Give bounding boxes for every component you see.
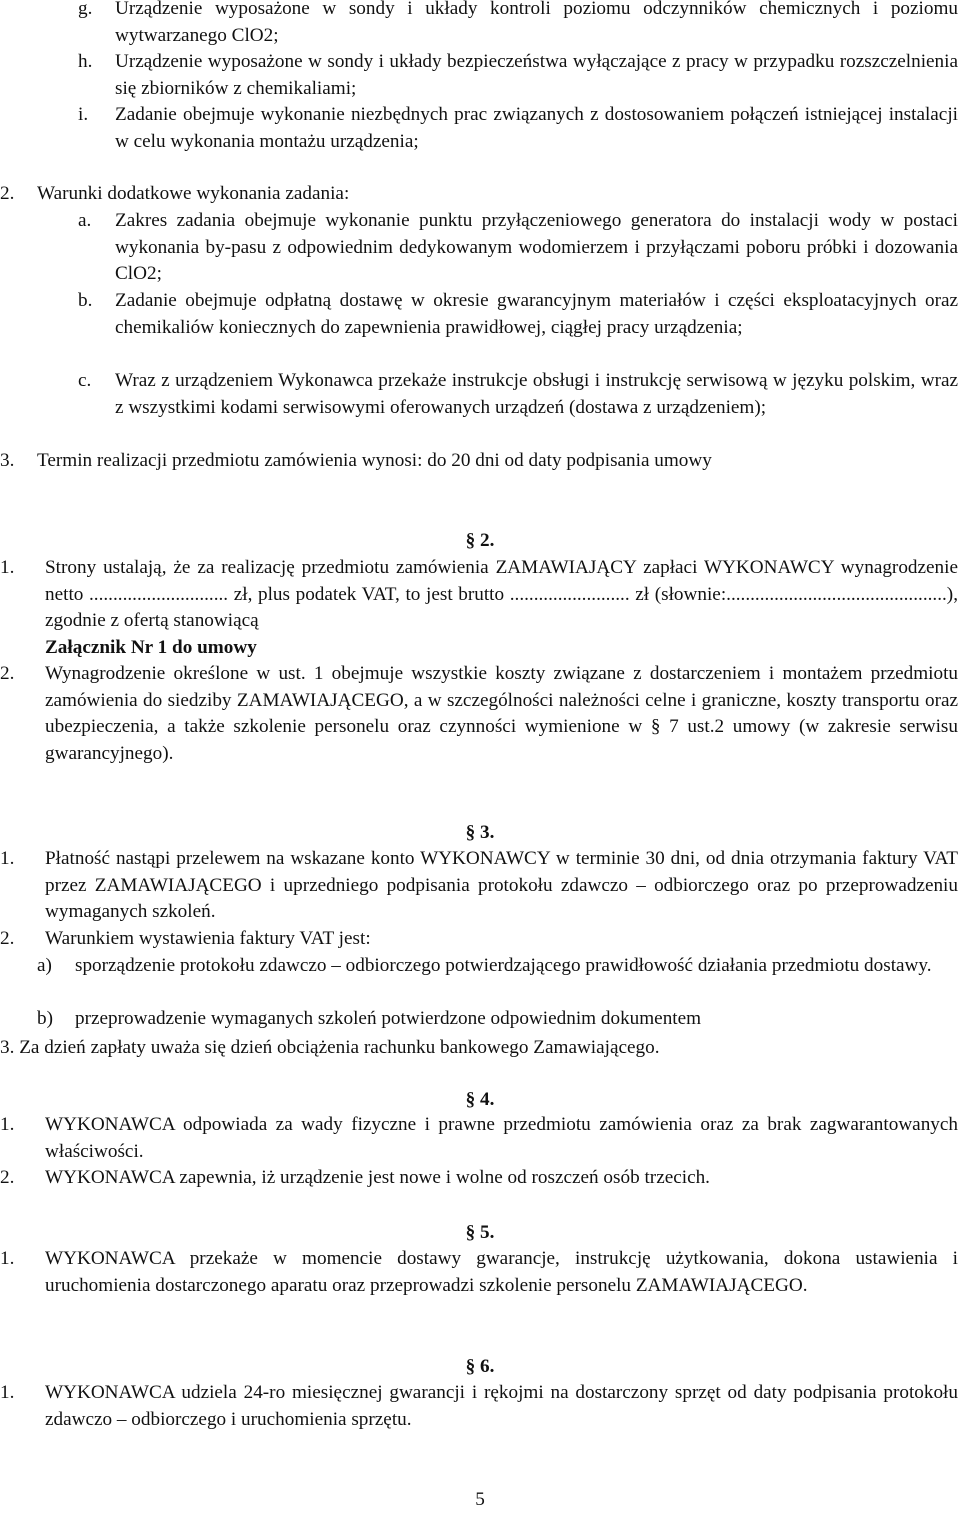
item-text: sporządzenie protokołu zdawczo – odbiorczego potwierdzającego prawidłowość działania przedmiotu dostawy. <box>75 955 932 976</box>
section-symbol: § <box>465 530 476 551</box>
item-marker: h. <box>78 51 93 72</box>
section-number: 6. <box>480 1356 495 1377</box>
list-item-a <box>78 208 958 288</box>
item-marker: a. <box>78 210 92 231</box>
annex-reference: Załącznik Nr 1 do umowy <box>45 636 257 658</box>
item-marker: 1. <box>0 1248 15 1269</box>
item-text: WYKONAWCA odpowiada za wady fizyczne i prawne przedmiotu zamówienia oraz za brak zagwarantowanych właściwości. <box>45 1114 958 1162</box>
item-text: Płatność nastąpi przelewem na wskazane konto WYKONAWCY w terminie 30 dni, od dnia otrzymania faktury VAT przez ZAMAWIAJĄCEGO i uprzedniego podpisania protokołu zdawczo – odbiorczego oraz po przeprowadzeniu wymaganych szkoleń. <box>45 848 958 922</box>
section6-item-1 <box>0 1380 958 1433</box>
item-text: WYKONAWCA udziela 24-ro miesięcznej gwarancji i rękojmi na dostarczony sprzęt od daty podpisania protokołu zdawczo – odbiorczego i uruchomienia sprzętu. <box>45 1382 958 1430</box>
item-text: przeprowadzenie wymaganych szkoleń potwierdzone odpowiednim dokumentem <box>75 1008 702 1029</box>
item-text: Urządzenie wyposażone w sondy i układy kontroli poziomu odczynników chemicznych i poziomu wytwarzanego ClO2; <box>115 0 958 46</box>
section-heading-5 <box>0 1220 960 1246</box>
item-marker: g. <box>78 0 93 19</box>
section-symbol: § <box>465 822 476 843</box>
item-text: Warunkiem wystawienia faktury VAT jest: <box>45 928 371 949</box>
item-marker: i. <box>78 104 89 125</box>
item-marker: b) <box>37 1008 53 1029</box>
page-number: 5 <box>475 1489 485 1510</box>
item-text: Wraz z urządzeniem Wykonawca przekaże instrukcje obsługi i instrukcję serwisową w języku polskim, wraz z wszystkimi kodami serwisowymi oferowanych urządzeń (dostawa z urządzeniem); <box>115 370 958 418</box>
item-marker: c. <box>78 370 92 391</box>
section-number: 4. <box>480 1089 495 1110</box>
item-marker: 1. <box>0 848 15 869</box>
section-number: 3. <box>480 822 495 843</box>
section-heading-4 <box>0 1087 960 1113</box>
section-heading-3 <box>0 820 960 846</box>
item-marker: 3. <box>0 450 15 471</box>
item-text: Zakres zadania obejmuje wykonanie punktu przyłączeniowego generatora do instalacji wody w postaci wykonania by-pasu z odpowiednim dedykowanym wodomierzem i przyłączami poboru próbki i dozowania ClO2; <box>115 210 958 284</box>
section3-subitem-a <box>37 953 958 980</box>
list-item-3 <box>0 448 958 475</box>
list-item-2 <box>0 181 958 208</box>
item-text: Zadanie obejmuje odpłatną dostawę w okresie gwarancyjnym materiałów i części eksploatacyjnych oraz chemikaliów koniecznych do zapewnienia prawidłowej, ciągłej pracy urządzenia; <box>115 290 958 338</box>
section5-item-1 <box>0 1246 958 1299</box>
item-text: Warunki dodatkowe wykonania zadania: <box>37 183 350 204</box>
section-symbol: § <box>465 1089 476 1110</box>
list-item-g <box>78 0 958 49</box>
section-symbol: § <box>465 1356 476 1377</box>
list-item-c <box>78 368 958 421</box>
item-marker: 2. <box>0 928 15 949</box>
item-marker: 2. <box>0 183 15 204</box>
item-text: WYKONAWCA przekaże w momencie dostawy gwarancje, instrukcję użytkowania, dokona ustawienia i uruchomienia dostarczonego aparatu oraz przeprowadzi szkolenie personelu ZAMAWIAJĄCEGO. <box>45 1248 958 1296</box>
section3-item-2 <box>0 926 958 953</box>
item-text: Urządzenie wyposażone w sondy i układy bezpieczeństwa wyłączające z pracy w przypadku rozszczelnienia się zbiorników z chemikaliami; <box>115 51 958 99</box>
list-item-i <box>78 102 958 155</box>
item-text: Wynagrodzenie określone w ust. 1 obejmuje wszystkie koszty związane z dostarczeniem i montażem przedmiotu zamówienia do siedziby ZAMAWIAJĄCEGO, a w szczególności należności celne i graniczne, koszty transportu oraz ubezpieczenia, a także szkolenie personelu oraz czynności wymienione w § 7 ust.2 umowy (w zakresie serwisu gwarancyjnego). <box>45 663 958 764</box>
section3-item-3 <box>0 1035 958 1062</box>
item-text: Termin realizacji przedmiotu zamówienia wynosi: do 20 dni od daty podpisania umowy <box>37 450 712 471</box>
section2-item-1 <box>0 555 958 661</box>
item-marker: b. <box>78 290 93 311</box>
item-text: 3. Za dzień zapłaty uważa się dzień obciążenia rachunku bankowego Zamawiającego. <box>0 1037 660 1058</box>
item-text: WYKONAWCA zapewnia, iż urządzenie jest nowe i wolne od roszczeń osób trzecich. <box>45 1167 710 1188</box>
item-marker: 1. <box>0 1382 15 1403</box>
item-marker: 2. <box>0 663 15 684</box>
item-marker: 1. <box>0 1114 15 1135</box>
section4-item-2 <box>0 1165 958 1192</box>
section-number: 5. <box>480 1222 495 1243</box>
item-text: Strony ustalają, że za realizację przedmiotu zamówienia ZAMAWIAJĄCY zapłaci WYKONAWCY wynagrodzenie netto ............................. zł, plus podatek VAT, to jest brutto ......................... zł (słownie:..............................................), zgodnie z ofertą stanowiącą <box>45 557 958 631</box>
section3-subitem-b <box>37 1006 958 1033</box>
section-heading-2 <box>0 528 960 554</box>
section4-item-1 <box>0 1112 958 1165</box>
list-item-b <box>78 288 958 341</box>
item-text: Zadanie obejmuje wykonanie niezbędnych prac związanych z dostosowaniem połączeń istniejącej instalacji w celu wykonania montażu urządzenia; <box>115 104 958 152</box>
section3-item-1 <box>0 846 958 926</box>
item-marker: 1. <box>0 557 15 578</box>
item-marker: 2. <box>0 1167 15 1188</box>
section-symbol: § <box>465 1222 476 1243</box>
item-marker: a) <box>37 955 52 976</box>
section2-item-2 <box>0 661 958 767</box>
list-item-h <box>78 49 958 102</box>
section-heading-6 <box>0 1354 960 1380</box>
section-number: 2. <box>480 530 495 551</box>
